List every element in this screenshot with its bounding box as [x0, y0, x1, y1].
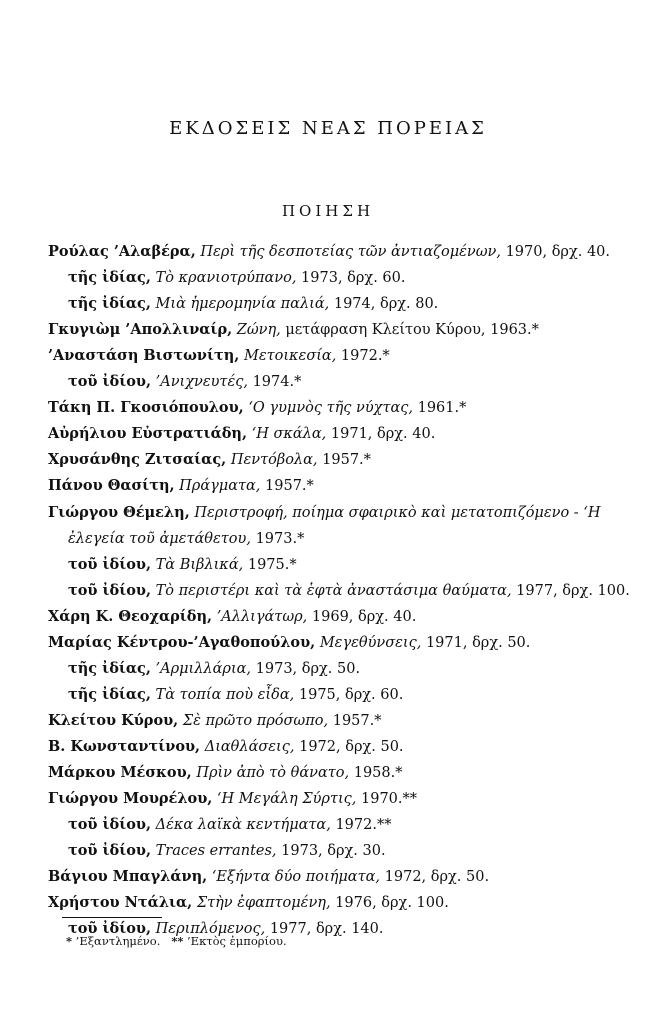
entry-title: Περὶ τῆς δεσποτείας τῶν ἀντιαζομένων, — [200, 244, 501, 260]
entry-details: 1974.* — [252, 374, 302, 391]
entry-title: Μετοικεσία, — [243, 348, 337, 365]
entry-details: 1973, δρχ. 50. — [255, 660, 361, 677]
entry-details: 1971, δρχ. 40. — [330, 426, 436, 443]
entry-title: Τὰ Βιβλικά, — [155, 556, 244, 573]
bibliography-entry — [48, 474, 628, 498]
entry-details: 1975.* — [247, 556, 297, 573]
entry-author: Μαρίας Κέντρου-’Αγαθοπούλου, — [48, 633, 316, 651]
entry-title: ‘Εξήντα δύο ποιήματα, — [211, 869, 381, 886]
bibliography-entry — [48, 605, 628, 629]
entry-title: ‘Η σκάλα, — [251, 426, 327, 443]
entry-title: Περιπλόμενος, — [155, 921, 266, 938]
bibliography-entry — [68, 813, 628, 837]
entry-author: τοῦ ἰδίου, — [68, 842, 152, 860]
entry-details: 1972, δρχ. 50. — [384, 869, 490, 886]
entry-details: 1957.* — [322, 452, 371, 469]
bibliography-entry — [48, 501, 628, 525]
entry-author: τοῦ ἰδίου, — [68, 581, 152, 599]
footnotes — [66, 934, 287, 948]
entry-author: τῆς ἰδίας, — [68, 295, 151, 313]
entry-details: 1957.* — [265, 478, 314, 495]
entry-author: Χρυσάνθης Ζιτσαίας, — [48, 451, 227, 469]
entry-details: μετάφραση Κλείτου Κύρου, 1963.* — [285, 322, 539, 339]
entry-details: 1957.* — [332, 712, 382, 729]
entry-author: ’Αναστάση Βιστωνίτη, — [48, 347, 240, 365]
bibliography-entry — [48, 631, 628, 655]
bibliography-entry — [68, 683, 628, 707]
entry-details: 1974, δρχ. 80. — [333, 296, 439, 313]
footnote-mark-single: * — [66, 934, 73, 948]
entry-details: 1958.* — [353, 765, 403, 781]
bibliography-entry — [48, 396, 628, 420]
footnote-text-out-of-print: ’Εξαντλημένο. — [75, 934, 161, 948]
entry-details: 1961.* — [417, 400, 467, 417]
entry-author: Χάρη Κ. Θεοχαρίδη, — [48, 607, 213, 625]
entry-details: 1973, δρχ. 30. — [281, 843, 386, 860]
entry-author: Βάγιου Μπαγλάνη, — [48, 868, 208, 886]
entry-details: 1972, δρχ. 50. — [299, 738, 404, 755]
entry-details: 1972.** — [335, 817, 392, 834]
entry-details: 1977, δρχ. 100. — [516, 582, 630, 599]
entry-title: ’Ανιχνευτές, — [155, 374, 248, 391]
entry-title: Δέκα λαϊκὰ κεντήματα, — [155, 817, 331, 834]
entry-title: Ζώνη, — [236, 322, 281, 339]
bibliography-entry — [48, 865, 628, 889]
bibliography-entry — [68, 527, 628, 551]
entry-author: τοῦ ἰδίου, — [68, 816, 152, 834]
entry-title: Περιστροφή, ποίημα σφαιρικὸ καὶ μετατοπιζόμενο - ‘Η — [194, 504, 601, 521]
entry-details: 1972.* — [340, 348, 390, 365]
entry-author: τοῦ ἰδίου, — [68, 373, 152, 391]
entry-details: 1970, δρχ. 40. — [505, 244, 611, 260]
bibliography-entry — [68, 657, 628, 681]
entry-author: Γιώργου Μουρέλου, — [48, 790, 213, 808]
bibliography-entry — [48, 735, 628, 759]
entry-author: τῆς ἰδίας, — [68, 685, 151, 703]
entry-title: Πεντόβολα, — [230, 452, 318, 469]
entry-title: Τὰ τοπία ποὺ εἶδα, — [155, 686, 295, 703]
bibliography-entry — [48, 787, 628, 811]
entry-author: Χρήστου Ντάλια, — [48, 894, 193, 912]
entry-author: Αὐρήλιου Εὐστρατιάδη, — [48, 425, 248, 443]
bibliography-entry — [48, 448, 628, 472]
bibliography-entry — [68, 292, 628, 316]
bibliography-entry — [68, 266, 628, 290]
entry-author: τῆς ἰδίας, — [68, 269, 151, 287]
bibliography-entry — [48, 344, 628, 368]
footnote-mark-double: ** — [171, 934, 184, 948]
entry-title: Πρὶν ἀπὸ τὸ θάνατο, — [196, 765, 350, 781]
entry-author: Κλείτου Κύρου, — [48, 711, 179, 729]
entry-title: Διαθλάσεις, — [204, 738, 295, 755]
entry-details: 1969, δρχ. 40. — [311, 608, 417, 625]
bibliography-entry — [48, 240, 628, 264]
entry-author: Πάνου Θασίτη, — [48, 477, 175, 495]
entry-title: Τὸ περιστέρι καὶ τὰ ἑφτὰ ἀναστάσιμα θαύματα, — [155, 582, 512, 599]
footnote-rule — [62, 917, 162, 918]
entry-title: Μεγεθύνσεις, — [319, 634, 422, 651]
entry-author: Ρούλας ’Αλαβέρα, — [48, 243, 196, 260]
section-heading: ΠΟΙΗΣΗ — [281, 202, 375, 220]
bibliography-entry — [68, 553, 628, 577]
entry-author: Τάκη Π. Γκοσιόπουλου, — [48, 399, 244, 417]
entry-details: 1976, δρχ. 100. — [335, 895, 449, 912]
entry-author: τῆς ἰδίας, — [68, 659, 151, 677]
entry-details: 1973.* — [255, 530, 305, 547]
bibliography-entry — [48, 761, 628, 785]
entry-title: Τὸ κρανιοτρύπανο, — [155, 270, 297, 287]
entry-title: ’Αρμιλλάρια, — [155, 660, 252, 677]
entry-author: τοῦ ἰδίου, — [68, 555, 152, 573]
entry-title: Στὴν ἐφαπτομένη, — [196, 895, 331, 912]
entry-title: ’Αλλιγάτωρ, — [216, 608, 308, 625]
entry-author: Β. Κωνσταντίνου, — [48, 737, 201, 755]
entry-details: 1973, δρχ. 60. — [301, 270, 406, 287]
bibliography-entry — [48, 709, 628, 733]
entry-details: 1975, δρχ. 60. — [298, 686, 404, 703]
entry-author: Γκυγιὼμ ’Απολλιναίρ, — [48, 321, 233, 339]
bibliography-entry — [68, 370, 628, 394]
entry-details: 1970.** — [361, 791, 418, 808]
publisher-heading: ΕΚΔΟΣΕΙΣ ΝΕΑΣ ΠΟΡΕΙΑΣ — [169, 118, 487, 139]
entry-author: τοῦ ἰδίου, — [68, 920, 152, 938]
entry-details: 1977, δρχ. 140. — [269, 921, 384, 938]
bibliography-entry — [68, 839, 628, 863]
entry-title: ἐλεγεία τοῦ ἀμετάθετου, — [68, 530, 251, 547]
entry-details: 1971, δρχ. 50. — [425, 634, 531, 651]
footnote-text-not-for-sale: ’Εκτὸς ἐμπορίου. — [187, 934, 287, 948]
entry-author: Μάρκου Μέσκου, — [48, 764, 192, 781]
entry-title: Traces errantes, — [155, 843, 277, 860]
bibliography-entry — [48, 422, 628, 446]
entry-title: Μιὰ ἡμερομηνία παλιά, — [155, 296, 330, 313]
entry-author: Γιώργου Θέμελη, — [48, 503, 190, 521]
entry-title: ‘Ο γυμνὸς τῆς νύχτας, — [248, 400, 413, 417]
entry-title: Σὲ πρῶτο πρόσωπο, — [182, 712, 329, 729]
entry-title: ‘Η Μεγάλη Σύρτις, — [216, 791, 357, 808]
entry-title: Πράγματα, — [179, 478, 261, 495]
bibliography-entry — [48, 318, 628, 342]
bibliography-entry — [68, 579, 628, 603]
bibliography-entry — [48, 891, 628, 915]
